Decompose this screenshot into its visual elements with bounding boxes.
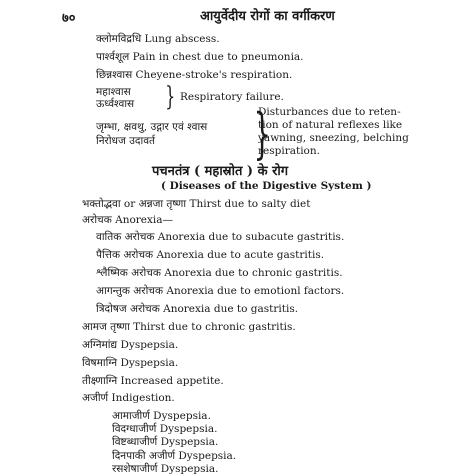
brace-mark: } xyxy=(165,82,176,112)
group-desc: tion of natural reflexes like xyxy=(258,119,403,131)
entry-line: वातिक अरोचक Anorexia due to subacute gastritis. xyxy=(96,231,345,243)
entry-line: भक्तोद्भवा or अन्नजा तृष्णा Thirst due to salty diet xyxy=(82,198,311,210)
group-term: ऊर्ध्वश्वास xyxy=(96,98,135,110)
section-title: पचनतंत्र ( महास्रोत ) के रोग xyxy=(152,164,289,179)
entry-line: विषमाग्नि Dyspepsia. xyxy=(82,357,179,369)
entry-line: पार्श्वशूल Pain in chest due to pneumonia. xyxy=(96,51,304,63)
entry-line: दिनपाकी अजीर्ण Dyspepsia. xyxy=(112,449,237,462)
entry-line: आगन्तुक अरोचक Anorexia due to emotionl factors. xyxy=(96,285,345,297)
entry-line: विदग्धाजीर्ण Dyspepsia. xyxy=(112,423,218,436)
entry-line: तीक्ष्णाग्नि Increased appetite. xyxy=(82,375,224,387)
brace-mark: } xyxy=(253,102,271,165)
entry-line: रसशेषाजीर्ण Dyspepsia. xyxy=(112,462,219,475)
entry-line: आमाजीर्ण Dyspepsia. xyxy=(112,410,211,422)
entry-line: क्लोमविद्रधि Lung abscess. xyxy=(96,33,220,45)
entry-line: अजीर्ण Indigestion. xyxy=(82,392,175,404)
entry-line: आमज तृष्णा Thirst due to chronic gastritis. xyxy=(82,321,296,333)
group-desc: respiration. xyxy=(258,145,320,157)
entry-line: अरोचक Anorexia— xyxy=(82,214,174,226)
section-subtitle: ( Diseases of the Digestive System ) xyxy=(161,180,372,192)
running-header: आयुर्वेदीय रोगों का वर्गीकरण xyxy=(200,9,335,24)
entry-line: पैत्तिक अरोचक Anorexia due to acute gastritis. xyxy=(96,249,325,261)
entry-line: छिन्नश्वास Cheyene-stroke's respiration. xyxy=(96,69,293,81)
page-number: ७० xyxy=(62,11,76,26)
group-desc: Respiratory failure. xyxy=(180,91,284,103)
group-desc: yawning, sneezing, belching xyxy=(258,132,409,144)
entry-line: अग्निमांद्य Dyspepsia. xyxy=(82,339,179,351)
entry-line: विष्टब्धाजीर्ण Dyspepsia. xyxy=(112,436,219,449)
entry-line: त्रिदोषज अरोचक Anorexia due to gastritis. xyxy=(96,303,299,315)
group-desc: Disturbances due to reten- xyxy=(258,106,401,118)
group-term: निरोधज उदावर्त xyxy=(96,135,156,147)
group-term: महाश्वास xyxy=(96,86,131,98)
entry-line: श्लैष्मिक अरोचक Anorexia due to chronic gastritis. xyxy=(96,267,343,279)
group-term: जृम्भा, क्षवथु, उद्गार एवं श्वास xyxy=(96,121,208,133)
